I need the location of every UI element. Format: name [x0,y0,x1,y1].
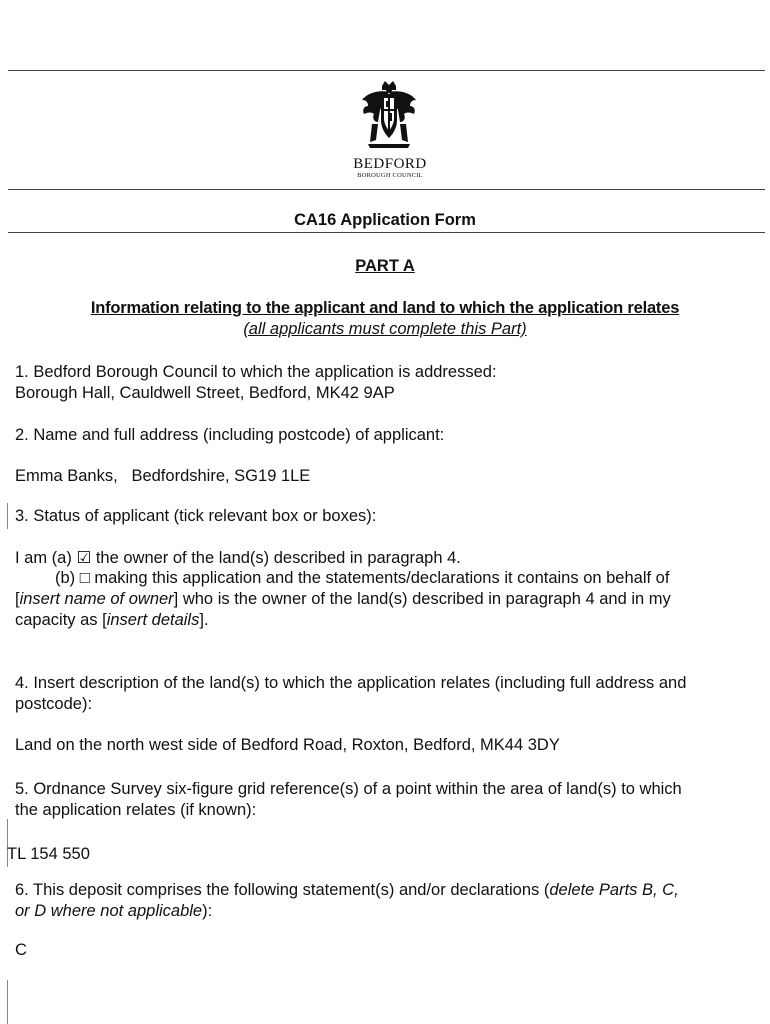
part-label: PART A [355,257,415,275]
q2-question: 2. Name and full address (including postcode) of applicant: [15,426,445,444]
form-title: CA16 Application Form [294,211,476,229]
top-rule [8,70,765,71]
q6-question-suffix: ): [202,902,213,920]
q3-option-a-prefix: I am (a) [15,549,72,567]
q2-answer: Emma Banks, Bedfordshire, SG19 1LE [15,467,311,485]
q6-answer: C [15,941,27,959]
q3-line3 [15,611,209,630]
q5-question-line2: the application relates (if known): [15,801,257,819]
q3-line3-insert: insert details [106,611,200,629]
bedford-crest-icon [358,80,420,152]
q1-question: 1. Bedford Borough Council to which the application is addressed: [15,363,497,381]
q6-question-line1 [15,881,679,900]
q6-question-italic1: delete Parts B, C, [549,881,679,899]
q4-question-line2: postcode): [15,695,93,713]
council-logo-text [340,157,440,180]
header-rule [8,189,765,190]
q4-question-line1: 4. Insert description of the land(s) to which the application relates (including full address and [15,674,687,692]
q3-line3-suffix: ]. [199,611,209,629]
q3-line2-insert: insert name of owner [19,590,174,608]
q3-line2-rest: ] who is the owner of the land(s) described in paragraph 4 and in my [173,590,671,608]
q6-question-italic2: or D where not applicable [15,902,203,920]
part-heading: Information relating to the applicant and land to which the application relates [90,299,680,317]
q3-line3-prefix: capacity as [ [15,611,107,629]
q3-option-a-checkbox[interactable]: ☑ [76,549,92,567]
q6-question-line2 [15,902,212,921]
q3-option-b [55,569,669,588]
q3-option-a [15,548,461,568]
q3-line2-bracket: [ [15,590,20,608]
q5-question-line1: 5. Ordnance Survey six-figure grid reference(s) of a point within the area of land(s) to which [15,780,682,798]
q4-answer: Land on the north west side of Bedford Road, Roxton, Bedford, MK44 3DY [15,736,560,754]
council-sub: BOROUGH COUNCIL [357,172,423,179]
q3-option-b-prefix: (b) [55,569,76,587]
q3-option-b-text: making this application and the statements/declarations it contains on behalf of [94,569,670,587]
margin-mark-3 [7,980,8,1024]
q3-question: 3. Status of applicant (tick relevant box or boxes): [15,507,377,525]
q3-line2 [15,590,671,609]
q3-option-a-text: the owner of the land(s) described in paragraph 4. [95,549,461,567]
q3-option-b-checkbox[interactable]: □ [79,569,90,587]
q6-question-prefix: 6. This deposit comprises the following statement(s) and/or declarations ( [15,881,550,899]
title-rule [8,232,765,233]
margin-mark [7,503,8,529]
part-note: (all applicants must complete this Part) [243,320,527,338]
q5-answer: TL 154 550 [7,845,90,863]
council-name: BEDFORD [353,156,427,172]
q1-answer: Borough Hall, Cauldwell Street, Bedford, MK42 9AP [15,384,395,402]
